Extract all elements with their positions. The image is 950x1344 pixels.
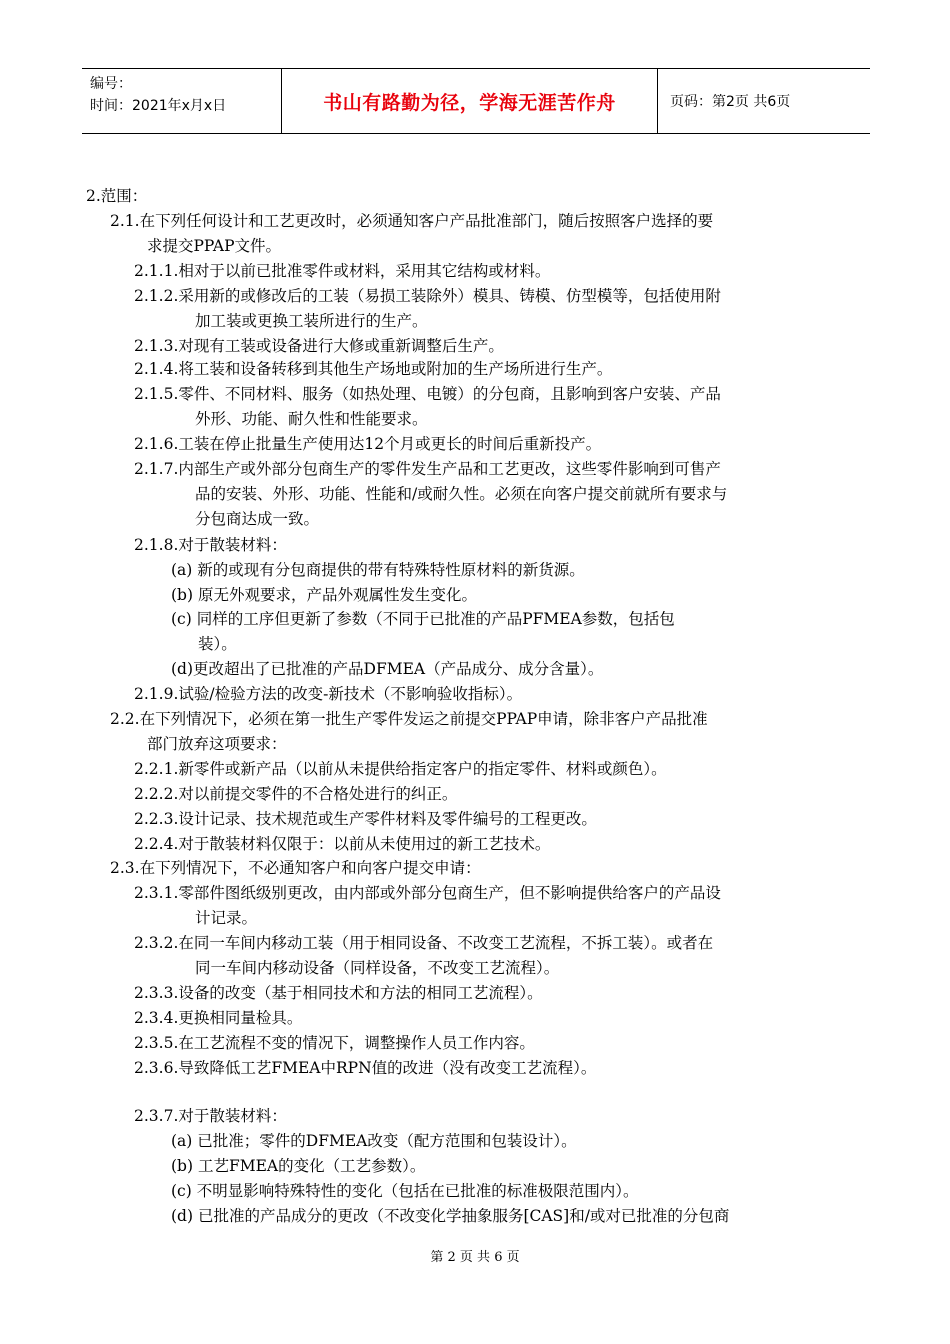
body-line: 2.2.在下列情况下，必须在第一批生产零件发运之前提交PPAP申请，除非客户产品批准 (110, 710, 708, 728)
body-line: 2.1.9.试验/检验方法的改变-新技术（不影响验收指标）。 (134, 685, 523, 703)
body-line: 计记录。 (195, 909, 258, 927)
body-line: 2.2.4.对于散装材料仅限于：以前从未使用过的新工艺技术。 (134, 835, 551, 853)
body-line: (b) 原无外观要求，产品外观属性发生变化。 (171, 586, 477, 604)
body-line: (a) 新的或现有分包商提供的带有特殊特性原材料的新货源。 (171, 561, 585, 579)
document-header (82, 68, 870, 134)
body-line: 2.1.4.将工装和设备转移到其他生产场地或附加的生产场所进行生产。 (134, 360, 613, 378)
body-line: 2.3.1.零部件图纸级别更改，由内部或外部分包商生产，但不影响提供给客户的产品设 (134, 884, 721, 902)
body-line: 外形、功能、耐久性和性能要求。 (195, 410, 428, 428)
body-line: 2.1.1.相对于以前已批准零件或材料，采用其它结构或材料。 (134, 262, 551, 280)
body-line: 2.3.5.在工艺流程不变的情况下，调整操作人员工作内容。 (134, 1034, 535, 1052)
body-line: 2.1.在下列任何设计和工艺更改时，必须通知客户产品批准部门，随后按照客户选择的要 (110, 212, 714, 230)
body-line: 2.3.在下列情况下，不必通知客户和向客户提交申请： (110, 859, 481, 877)
body-line: (d)更改超出了已批准的产品DFMEA（产品成分、成分含量）。 (171, 660, 604, 678)
body-line: 2.1.8.对于散装材料： (134, 536, 287, 554)
header-motto: 书山有路勤为径，学海无涯苦作舟 (282, 69, 658, 133)
body-line: 2.1.6.工装在停止批量生产使用达12个月或更长的时间后重新投产。 (134, 435, 602, 453)
body-line: 2.1.5.零件、不同材料、服务（如热处理、电镀）的分包商，且影响到客户安装、产品 (134, 385, 721, 403)
body-line: 求提交PPAP文件。 (147, 237, 282, 255)
header-page-info: 页码：第2页 共6页 (670, 94, 791, 110)
body-line: 2.2.3.设计记录、技术规范或生产零件材料及零件编号的工程更改。 (134, 810, 597, 828)
body-line: (b) 工艺FMEA的变化（工艺参数）。 (171, 1157, 426, 1175)
body-line: 品的安装、外形、功能、性能和/或耐久性。必须在向客户提交前就所有要求与 (195, 485, 728, 503)
body-line: 2.2.1.新零件或新产品（以前从未提供给指定客户的指定零件、材料或颜色）。 (134, 760, 667, 778)
body-line: 分包商达成一致。 (195, 510, 320, 528)
body-line: (c) 不明显影响特殊特性的变化（包括在已批准的标准极限范围内）。 (171, 1182, 639, 1200)
document-code-label: 编号： (90, 76, 132, 92)
body-line: (c) 同样的工序但更新了参数（不同于已批准的产品PFMEA参数，包括包 (171, 610, 675, 628)
body-line: 2.1.2.采用新的或修改后的工装（易损工装除外）模具、铸模、仿型模等，包括使用附 (134, 287, 721, 305)
body-line: 同一车间内移动设备（同样设备，不改变工艺流程）。 (195, 959, 560, 977)
body-line: (d) 已批准的产品成分的更改（不改变化学抽象服务[CAS]和/或对已批准的分包商 (171, 1207, 730, 1225)
body-line: 2.3.6.导致降低工艺FMEA中RPN值的改进（没有改变工艺流程）。 (134, 1059, 597, 1077)
document-time-label: 时间：2021年x月x日 (90, 98, 227, 114)
body-line: 加工装或更换工装所进行的生产。 (195, 312, 428, 330)
section-heading: 2.范围： (86, 187, 148, 205)
body-line: 2.1.3.对现有工装或设备进行大修或重新调整后生产。 (134, 337, 504, 355)
body-line: (a) 已批准；零件的DFMEA改变（配方范围和包装设计）。 (171, 1132, 577, 1150)
body-line: 2.2.2.对以前提交零件的不合格处进行的纠正。 (134, 785, 458, 803)
body-line: 2.3.3.设备的改变（基于相同技术和方法的相同工艺流程）。 (134, 984, 543, 1002)
header-left-cell (82, 69, 282, 133)
page-footer: 第 2 页 共 6 页 (430, 1250, 520, 1265)
body-line: 2.3.7.对于散装材料： (134, 1107, 287, 1125)
body-line: 装）。 (198, 635, 237, 653)
body-line: 部门放弃这项要求： (147, 735, 287, 753)
body-line: 2.3.4.更换相同量检具。 (134, 1009, 303, 1027)
body-line: 2.3.2.在同一车间内移动工装（用于相同设备、不改变工艺流程，不拆工装）。或者在 (134, 934, 714, 952)
body-line: 2.1.7.内部生产或外部分包商生产的零件发生产品和工艺更改，这些零件影响到可售产 (134, 460, 721, 478)
